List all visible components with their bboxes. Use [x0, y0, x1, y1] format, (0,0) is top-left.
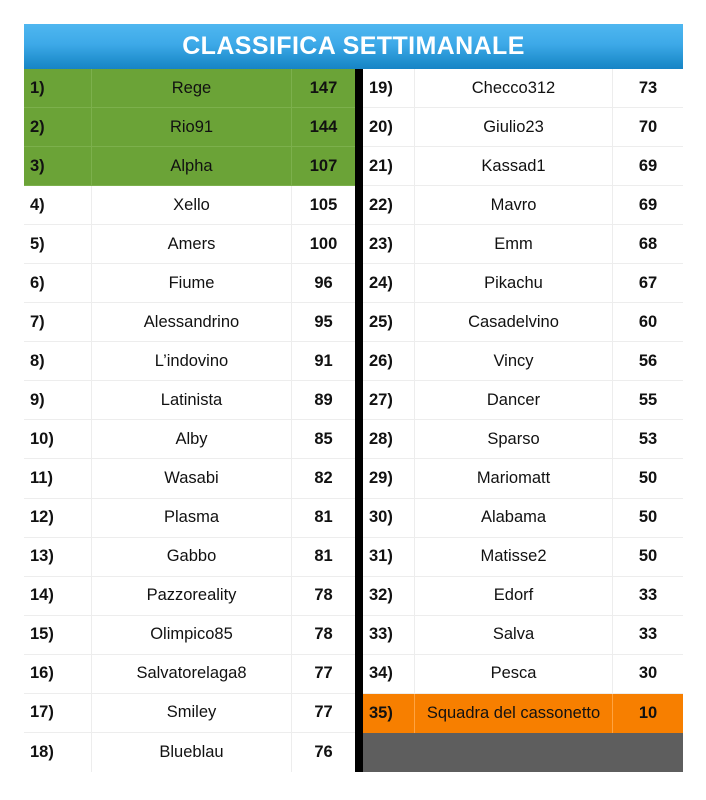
cell-rank: 1) — [24, 69, 92, 107]
cell-rank: 2) — [24, 108, 92, 146]
cell-name: Olimpico85 — [92, 616, 292, 654]
cell-rank: 13) — [24, 538, 92, 576]
cell-score: 95 — [314, 312, 333, 331]
table-row — [363, 342, 683, 381]
cell-name: Gabbo — [92, 538, 292, 576]
cell-rank: 26) — [363, 342, 415, 380]
cell-score: 78 — [314, 625, 333, 644]
table-row-filler — [363, 733, 683, 772]
table-row — [24, 147, 355, 186]
cell-rank: 24) — [363, 264, 415, 302]
cell-score: 50 — [638, 508, 658, 527]
table-row — [363, 459, 683, 498]
cell-name: Wasabi — [92, 459, 292, 497]
table-row — [363, 264, 683, 303]
cell-name: Mariomatt — [415, 459, 613, 497]
cell-score: 107 — [309, 156, 338, 175]
cell-name: L’indovino — [92, 342, 292, 380]
cell-score: 33 — [638, 625, 658, 644]
cell-name: Amers — [92, 225, 292, 263]
leaderboard-left-column — [24, 69, 355, 772]
cell-score: 68 — [638, 234, 658, 253]
cell-rank: 4) — [24, 186, 92, 224]
cell-name: Matisse2 — [415, 538, 613, 576]
cell-rank: 33) — [363, 616, 415, 654]
cell-name: Alby — [92, 420, 292, 458]
cell-score: 144 — [309, 117, 338, 136]
table-row — [363, 303, 683, 342]
cell-score: 85 — [314, 429, 333, 448]
table-row — [363, 420, 683, 459]
table-row — [363, 655, 683, 694]
table-row — [24, 459, 355, 498]
cell-name: Pesca — [415, 655, 613, 693]
table-row — [363, 616, 683, 655]
cell-rank: 18) — [24, 733, 92, 772]
cell-score: 50 — [638, 468, 658, 487]
cell-name: Kassad1 — [415, 147, 613, 185]
table-row — [24, 381, 355, 420]
cell-score: 67 — [638, 273, 658, 292]
cell-rank: 22) — [363, 186, 415, 224]
cell-score — [613, 733, 683, 772]
cell-rank: 31) — [363, 538, 415, 576]
table-row — [24, 655, 355, 694]
cell-score: 91 — [314, 351, 333, 370]
cell-score: 69 — [638, 195, 658, 214]
cell-name: Alpha — [92, 147, 292, 185]
table-row — [24, 420, 355, 459]
cell-name: Edorf — [415, 577, 613, 615]
cell-score: 81 — [314, 547, 333, 566]
table-row — [363, 694, 683, 733]
cell-rank: 5) — [24, 225, 92, 263]
cell-name: Alabama — [415, 499, 613, 537]
cell-score: 147 — [309, 78, 338, 97]
cell-score: 81 — [314, 508, 333, 527]
cell-score: 96 — [314, 273, 333, 292]
cell-name: Salva — [415, 616, 613, 654]
table-row — [24, 577, 355, 616]
cell-rank: 3) — [24, 147, 92, 185]
table-row — [24, 69, 355, 108]
cell-rank: 14) — [24, 577, 92, 615]
leaderboard-header — [24, 24, 683, 69]
cell-score: 70 — [638, 117, 658, 136]
leaderboard-right-column — [363, 69, 683, 772]
cell-score: 60 — [638, 312, 658, 331]
table-row — [363, 538, 683, 577]
cell-name: Rege — [92, 69, 292, 107]
table-row — [24, 342, 355, 381]
cell-score: 77 — [314, 703, 333, 722]
table-row — [24, 303, 355, 342]
cell-name: Salvatorelaga8 — [92, 655, 292, 693]
table-row — [24, 186, 355, 225]
cell-rank: 12) — [24, 499, 92, 537]
cell-rank: 7) — [24, 303, 92, 341]
cell-name: Blueblau — [92, 733, 292, 772]
cell-name: Pazzoreality — [92, 577, 292, 615]
table-row — [363, 225, 683, 264]
leaderboard-body — [24, 69, 683, 772]
cell-rank: 35) — [363, 694, 415, 733]
cell-score: 100 — [309, 234, 338, 253]
cell-rank — [363, 733, 415, 772]
table-row — [24, 499, 355, 538]
cell-rank: 17) — [24, 694, 92, 732]
cell-score: 56 — [638, 351, 658, 370]
cell-rank: 29) — [363, 459, 415, 497]
cell-rank: 15) — [24, 616, 92, 654]
cell-score: 78 — [314, 586, 333, 605]
cell-rank: 10) — [24, 420, 92, 458]
table-row — [24, 225, 355, 264]
cell-score: 105 — [309, 195, 338, 214]
table-row — [363, 186, 683, 225]
table-row — [363, 577, 683, 616]
cell-score: 53 — [638, 429, 658, 448]
cell-score: 10 — [638, 703, 658, 722]
cell-name: Latinista — [92, 381, 292, 419]
cell-name: Sparso — [415, 420, 613, 458]
cell-name: Alessandrino — [92, 303, 292, 341]
cell-name: Giulio23 — [415, 108, 613, 146]
cell-rank: 30) — [363, 499, 415, 537]
cell-name: Smiley — [92, 694, 292, 732]
cell-name: Checco312 — [415, 69, 613, 107]
cell-score: 82 — [314, 468, 333, 487]
cell-rank: 27) — [363, 381, 415, 419]
cell-rank: 16) — [24, 655, 92, 693]
page-title: CLASSIFICA SETTIMANALE — [182, 32, 525, 60]
table-row — [24, 538, 355, 577]
cell-name — [415, 733, 613, 772]
cell-name: Vincy — [415, 342, 613, 380]
cell-score: 77 — [314, 664, 333, 683]
cell-score: 89 — [314, 390, 333, 409]
cell-name: Squadra del cassonetto — [415, 694, 613, 733]
cell-name: Pikachu — [415, 264, 613, 302]
cell-rank: 34) — [363, 655, 415, 693]
cell-name: Rio91 — [92, 108, 292, 146]
cell-name: Casadelvino — [415, 303, 613, 341]
cell-rank: 6) — [24, 264, 92, 302]
cell-name: Plasma — [92, 499, 292, 537]
cell-name: Fiume — [92, 264, 292, 302]
cell-rank: 32) — [363, 577, 415, 615]
cell-score: 30 — [638, 664, 658, 683]
cell-rank: 20) — [363, 108, 415, 146]
cell-score: 50 — [638, 547, 658, 566]
cell-score: 33 — [638, 586, 658, 605]
table-row — [24, 733, 355, 772]
cell-rank: 19) — [363, 69, 415, 107]
cell-name: Emm — [415, 225, 613, 263]
table-row — [363, 499, 683, 538]
cell-rank: 9) — [24, 381, 92, 419]
cell-score: 55 — [638, 390, 658, 409]
table-row — [24, 108, 355, 147]
cell-rank: 28) — [363, 420, 415, 458]
cell-rank: 23) — [363, 225, 415, 263]
table-row — [363, 381, 683, 420]
table-row — [24, 264, 355, 303]
cell-rank: 8) — [24, 342, 92, 380]
cell-rank: 21) — [363, 147, 415, 185]
cell-rank: 25) — [363, 303, 415, 341]
column-divider — [355, 69, 363, 772]
table-row — [363, 147, 683, 186]
cell-name: Mavro — [415, 186, 613, 224]
cell-name: Dancer — [415, 381, 613, 419]
cell-rank: 11) — [24, 459, 92, 497]
table-row — [24, 694, 355, 733]
cell-score: 69 — [638, 156, 658, 175]
cell-name: Xello — [92, 186, 292, 224]
table-row — [363, 69, 683, 108]
leaderboard — [24, 24, 683, 772]
table-row — [363, 108, 683, 147]
cell-score: 73 — [638, 78, 658, 97]
cell-score: 76 — [314, 742, 333, 761]
table-row — [24, 616, 355, 655]
